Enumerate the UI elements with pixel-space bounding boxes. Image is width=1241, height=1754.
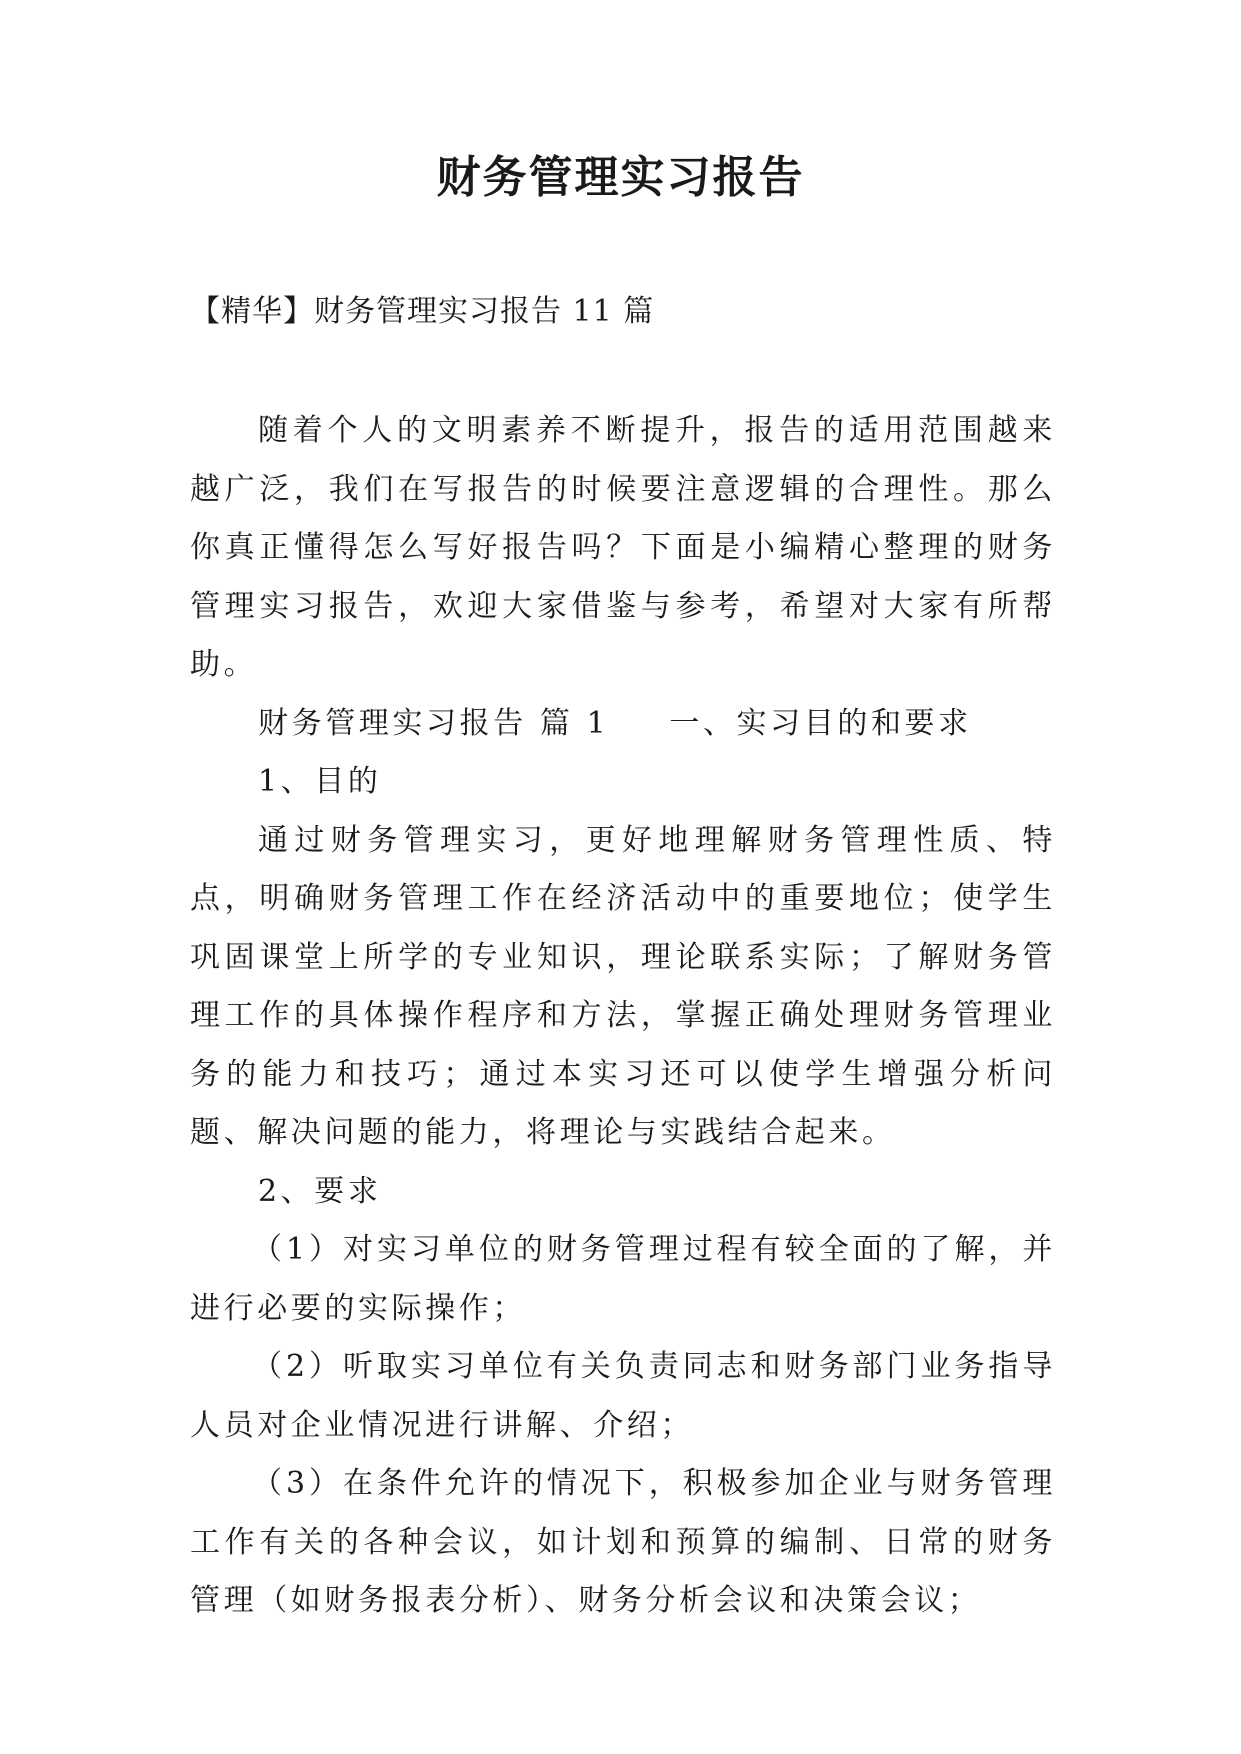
document-title: 财务管理实习报告: [436, 152, 805, 203]
section-heading: 财务管理实习报告 篇 1: [258, 705, 610, 741]
requirement-item: （3）在条件允许的情况下，积极参加企业与财务管理工作有关的各种会议，如计划和预算的编制、日常的财务管理（如财务报表分析）、财务分析会议和决策会议；: [190, 1466, 1056, 1618]
purpose-paragraph: 通过财务管理实习，更好地理解财务管理性质、特点，明确财务管理工作在经济活动中的重要地位；使学生巩固课堂上所学的专业知识，理论联系实际；了解财务管理工作的具体操作程序和方法，掌握正确处理财务管理业务的能力和技巧；通过本实习还可以使学生增强分析问题、解决问题的能力，将理论与实践结合起来。: [190, 822, 1056, 1150]
requirements-heading: 2、要求: [258, 1173, 382, 1209]
document-body: [190, 402, 1056, 1631]
document-subtitle: 【精华】财务管理实习报告 11 篇: [190, 294, 655, 329]
requirement-item: （2）听取实习单位有关负责同志和财务部门业务指导人员对企业情况进行讲解、介绍；: [190, 1349, 1056, 1443]
section-heading-line: [190, 695, 1056, 754]
requirement-item: （1）对实习单位的财务管理过程有较全面的了解，并进行必要的实际操作；: [190, 1232, 1056, 1326]
purpose-heading: 1、目的: [258, 764, 382, 799]
intro-paragraph: 随着个人的文明素养不断提升，报告的适用范围越来越广泛，我们在写报告的时候要注意逻辑的合理性。那么你真正懂得怎么写好报告吗？下面是小编精心整理的财务管理实习报告，欢迎大家借鉴与参考，希望对大家有所帮助。: [190, 413, 1056, 682]
section-subheading: 一、实习目的和要求: [669, 705, 972, 741]
